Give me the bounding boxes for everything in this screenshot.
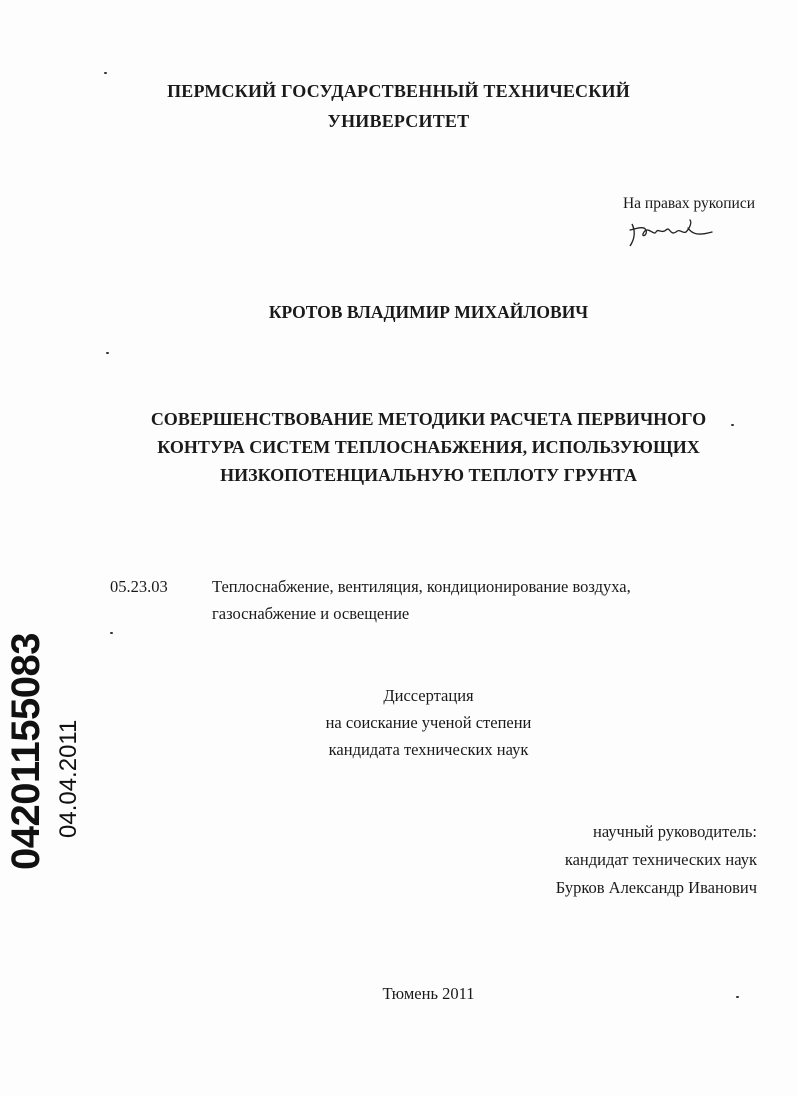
- university-name: [0, 76, 797, 136]
- title-line-1: СОВЕРШЕНСТВОВАНИЕ МЕТОДИКИ РАСЧЕТА ПЕРВИЧНОГО: [150, 409, 707, 429]
- manuscript-rights-note: На правах рукописи: [622, 195, 755, 212]
- stamp-number: 04201155083: [4, 633, 48, 870]
- dissertation-title: [30, 405, 797, 489]
- scan-speck: [731, 424, 734, 426]
- scan-speck: [110, 632, 113, 634]
- stamp-date: 04.04.2011: [55, 719, 82, 838]
- title-line-2: КОНТУРА СИСТЕМ ТЕПЛОСНАБЖЕНИЯ, ИСПОЛЬЗУЮЩИХ: [157, 437, 700, 457]
- author-name: КРОТОВ ВЛАДИМИР МИХАЙЛОВИЧ: [268, 302, 589, 322]
- specialty-code: 05.23.03: [110, 577, 168, 596]
- place-and-year: Тюмень 2011: [382, 984, 475, 1003]
- dissertation-type: [30, 682, 797, 763]
- dissertation-line-2: на соискание ученой степени: [325, 713, 532, 732]
- university-line-1: ПЕРМСКИЙ ГОСУДАРСТВЕННЫЙ ТЕХНИЧЕСКИЙ: [167, 81, 630, 101]
- advisor-name: Бурков Александр Иванович: [555, 878, 757, 897]
- scan-speck: [104, 72, 107, 74]
- scan-speck: [736, 996, 739, 998]
- library-stamp: [4, 633, 100, 870]
- dissertation-line-3: кандидата технических наук: [328, 740, 529, 759]
- scientific-advisor: [556, 818, 757, 902]
- advisor-degree: кандидат технических наук: [564, 850, 757, 869]
- dissertation-line-1: Диссертация: [383, 686, 474, 705]
- scan-speck: [106, 352, 109, 354]
- title-line-3: НИЗКОПОТЕНЦИАЛЬНУЮ ТЕПЛОТУ ГРУНТА: [220, 465, 637, 485]
- specialty-name: Теплоснабжение, вентиляция, кондиционирование воздуха, газоснабжение и освещение: [212, 577, 631, 623]
- university-line-2: УНИВЕРСИТЕТ: [327, 111, 470, 131]
- handwritten-signature: [626, 218, 716, 250]
- advisor-role: научный руководитель:: [592, 822, 757, 841]
